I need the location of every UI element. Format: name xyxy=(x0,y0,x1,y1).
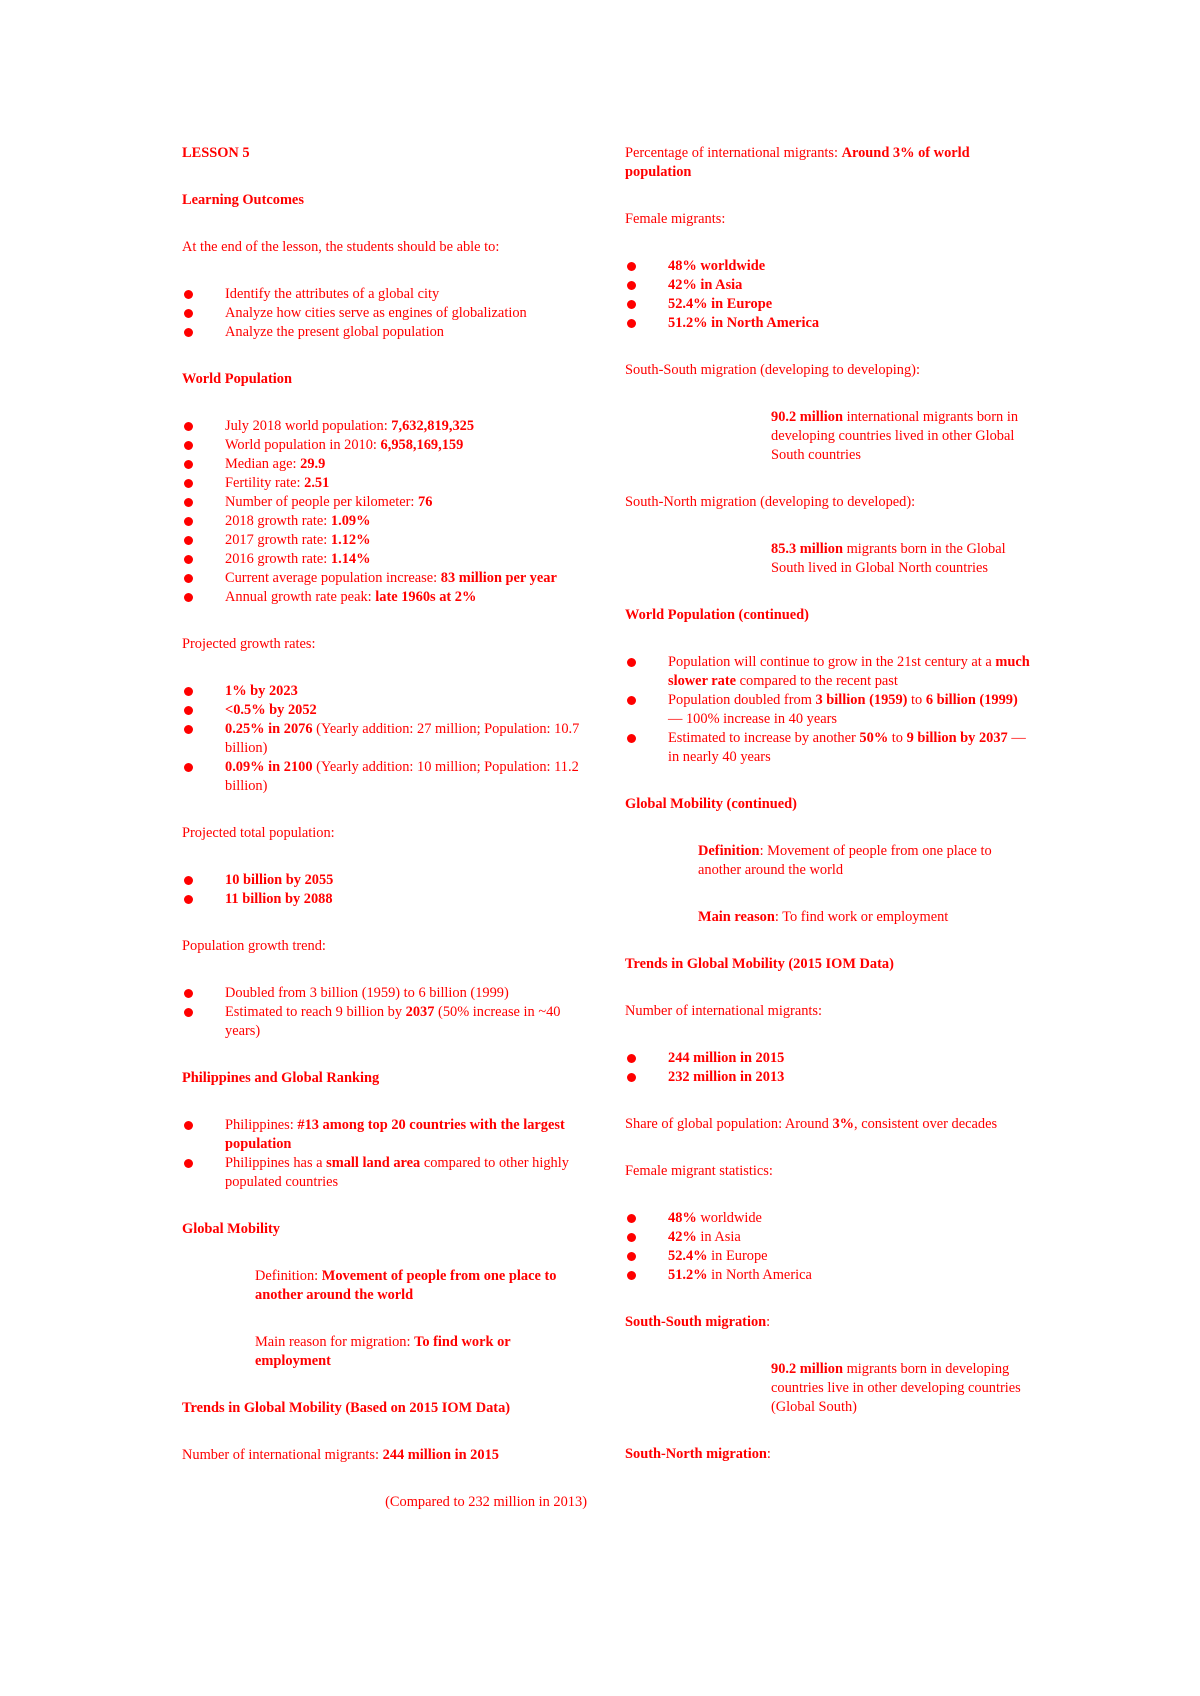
list-item: July 2018 world population: 7,632,819,325 xyxy=(182,417,587,436)
list-item: 244 million in 2015 xyxy=(625,1049,1030,1068)
bullet-icon xyxy=(627,300,636,309)
global-mobility-definition: Definition: Movement of people from one place to another around the world xyxy=(255,1268,557,1303)
bullet-icon xyxy=(184,309,193,318)
gmc-definition: Definition: Movement of people from one place to another around the world xyxy=(698,843,992,878)
list-item: 0.25% in 2076 (Yearly addition: 27 million; Population: 10.7 billion) xyxy=(182,720,587,758)
bullet-icon xyxy=(184,989,193,998)
list-item: 10 billion by 2055 xyxy=(182,871,587,890)
bullet-icon xyxy=(184,706,193,715)
bullet-icon xyxy=(627,734,636,743)
bullet-icon xyxy=(184,1121,193,1130)
list-item: 42% in Asia xyxy=(625,276,1030,295)
learning-outcomes-heading: Learning Outcomes xyxy=(182,192,304,208)
projected-total-label: Projected total population: xyxy=(182,825,335,841)
trends-2015-heading: Trends in Global Mobility (2015 IOM Data) xyxy=(625,956,894,972)
bullet-icon xyxy=(184,593,193,602)
bullet-icon xyxy=(627,1073,636,1082)
bullet-icon xyxy=(627,1252,636,1261)
left-column xyxy=(182,144,587,1540)
bullet-icon xyxy=(184,895,193,904)
bullet-icon xyxy=(627,262,636,271)
bullet-icon xyxy=(627,696,636,705)
bullet-icon xyxy=(184,536,193,545)
bullet-icon xyxy=(184,876,193,885)
bullet-icon xyxy=(184,574,193,583)
list-item: 51.2% in North America xyxy=(625,314,1030,333)
bullet-icon xyxy=(627,1233,636,1242)
list-item: Population doubled from 3 billion (1959) to 6 billion (1999) — 100% increase in 40 years xyxy=(625,691,1030,729)
list-item: Current average population increase: 83 million per year xyxy=(182,569,587,588)
south-south-label: South-South migration (developing to developing): xyxy=(625,362,920,378)
bullet-icon xyxy=(627,281,636,290)
percentage-migrants: Percentage of international migrants: Around 3% of world population xyxy=(625,145,970,180)
list-item: Fertility rate: 2.51 xyxy=(182,474,587,493)
list-item: Identify the attributes of a global city xyxy=(182,285,587,304)
bullet-icon xyxy=(184,1159,193,1168)
list-item: Analyze the present global population xyxy=(182,323,587,342)
tr-number-list xyxy=(625,1049,1030,1087)
list-item: <0.5% by 2052 xyxy=(182,701,587,720)
list-item: 48% worldwide xyxy=(625,1209,1030,1228)
list-item: Estimated to increase by another 50% to 9 billion by 2037 — in nearly 40 years xyxy=(625,729,1030,767)
list-item: Doubled from 3 billion (1959) to 6 billion (1999) xyxy=(182,984,587,1003)
list-item: Number of people per kilometer: 76 xyxy=(182,493,587,512)
female-migrant-stats-list xyxy=(625,1209,1030,1285)
list-item: Population will continue to grow in the 21st century at a much slower rate compared to the recent past xyxy=(625,653,1030,691)
list-item: 52.4% in Europe xyxy=(625,1247,1030,1266)
list-item: Median age: 29.9 xyxy=(182,455,587,474)
bullet-icon xyxy=(184,422,193,431)
list-item: World population in 2010: 6,958,169,159 xyxy=(182,436,587,455)
growth-trend-list xyxy=(182,984,587,1041)
bullet-icon xyxy=(627,658,636,667)
global-mobility-heading: Global Mobility xyxy=(182,1221,280,1237)
list-item: 232 million in 2013 xyxy=(625,1068,1030,1087)
list-item: 11 billion by 2088 xyxy=(182,890,587,909)
intro-text: At the end of the lesson, the students should be able to: xyxy=(182,239,500,255)
global-mobility-reason: Main reason for migration: To find work or employment xyxy=(255,1334,511,1369)
philippines-heading: Philippines and Global Ranking xyxy=(182,1070,380,1086)
list-item: 2017 growth rate: 1.12% xyxy=(182,531,587,550)
list-item: 51.2% in North America xyxy=(625,1266,1030,1285)
projected-growth-label: Projected growth rates: xyxy=(182,636,316,652)
global-mobility-continued-heading: Global Mobility (continued) xyxy=(625,796,797,812)
list-item: 2018 growth rate: 1.09% xyxy=(182,512,587,531)
list-item: 2016 growth rate: 1.14% xyxy=(182,550,587,569)
trends-heading: Trends in Global Mobility (Based on 2015 IOM Data) xyxy=(182,1400,511,1416)
south-north-detail: 85.3 million migrants born in the Global South lived in Global North countries xyxy=(771,541,1006,576)
bullet-icon xyxy=(184,441,193,450)
bullet-icon xyxy=(627,1054,636,1063)
gmc-reason: Main reason: To find work or employment xyxy=(698,909,949,925)
projected-growth-list xyxy=(182,682,587,796)
bullet-icon xyxy=(184,328,193,337)
list-item: 52.4% in Europe xyxy=(625,295,1030,314)
bullet-icon xyxy=(184,555,193,564)
list-item: Estimated to reach 9 billion by 2037 (50% increase in ~40 years) xyxy=(182,1003,587,1041)
lesson-title: LESSON 5 xyxy=(182,145,250,161)
bullet-icon xyxy=(627,1271,636,1280)
south-north-2-heading: South-North migration: xyxy=(625,1446,771,1462)
migrants-compare: (Compared to 232 million in 2013) xyxy=(385,1494,587,1510)
right-column xyxy=(625,144,1030,1492)
female-migrants-list xyxy=(625,257,1030,333)
south-south-2-heading: South-South migration: xyxy=(625,1314,771,1330)
bullet-icon xyxy=(184,498,193,507)
world-population-list xyxy=(182,417,587,607)
female-migrants-label: Female migrants: xyxy=(625,211,726,227)
bullet-icon xyxy=(184,479,193,488)
list-item: 48% worldwide xyxy=(625,257,1030,276)
list-item: 0.09% in 2100 (Yearly addition: 10 million; Population: 11.2 billion) xyxy=(182,758,587,796)
bullet-icon xyxy=(627,1214,636,1223)
list-item: Annual growth rate peak: late 1960s at 2% xyxy=(182,588,587,607)
migrants-count: Number of international migrants: 244 million in 2015 xyxy=(182,1447,499,1463)
list-item: Philippines has a small land area compared to other highly populated countries xyxy=(182,1154,587,1192)
south-south-2-detail: 90.2 million migrants born in developing countries live in other developing countries (Global South) xyxy=(771,1361,1021,1415)
outcomes-list xyxy=(182,285,587,342)
bullet-icon xyxy=(184,460,193,469)
south-north-label: South-North migration (developing to developed): xyxy=(625,494,916,510)
growth-trend-label: Population growth trend: xyxy=(182,938,326,954)
world-population-heading: World Population xyxy=(182,371,292,387)
share-global-population: Share of global population: Around 3%, consistent over decades xyxy=(625,1116,998,1132)
bullet-icon xyxy=(184,725,193,734)
list-item: 1% by 2023 xyxy=(182,682,587,701)
tr-number-label: Number of international migrants: xyxy=(625,1003,823,1019)
bullet-icon xyxy=(184,517,193,526)
female-migrant-stats-label: Female migrant statistics: xyxy=(625,1163,773,1179)
bullet-icon xyxy=(184,763,193,772)
bullet-icon xyxy=(184,1008,193,1017)
list-item: Analyze how cities serve as engines of globalization xyxy=(182,304,587,323)
world-population-continued-list xyxy=(625,653,1030,767)
list-item: Philippines: #13 among top 20 countries with the largest population xyxy=(182,1116,587,1154)
bullet-icon xyxy=(184,290,193,299)
bullet-icon xyxy=(627,319,636,328)
bullet-icon xyxy=(184,687,193,696)
world-population-continued-heading: World Population (continued) xyxy=(625,607,809,623)
list-item: 42% in Asia xyxy=(625,1228,1030,1247)
projected-total-list xyxy=(182,871,587,909)
south-south-detail: 90.2 million international migrants born in developing countries lived in other Global South countries xyxy=(771,409,1019,463)
philippines-list xyxy=(182,1116,587,1192)
